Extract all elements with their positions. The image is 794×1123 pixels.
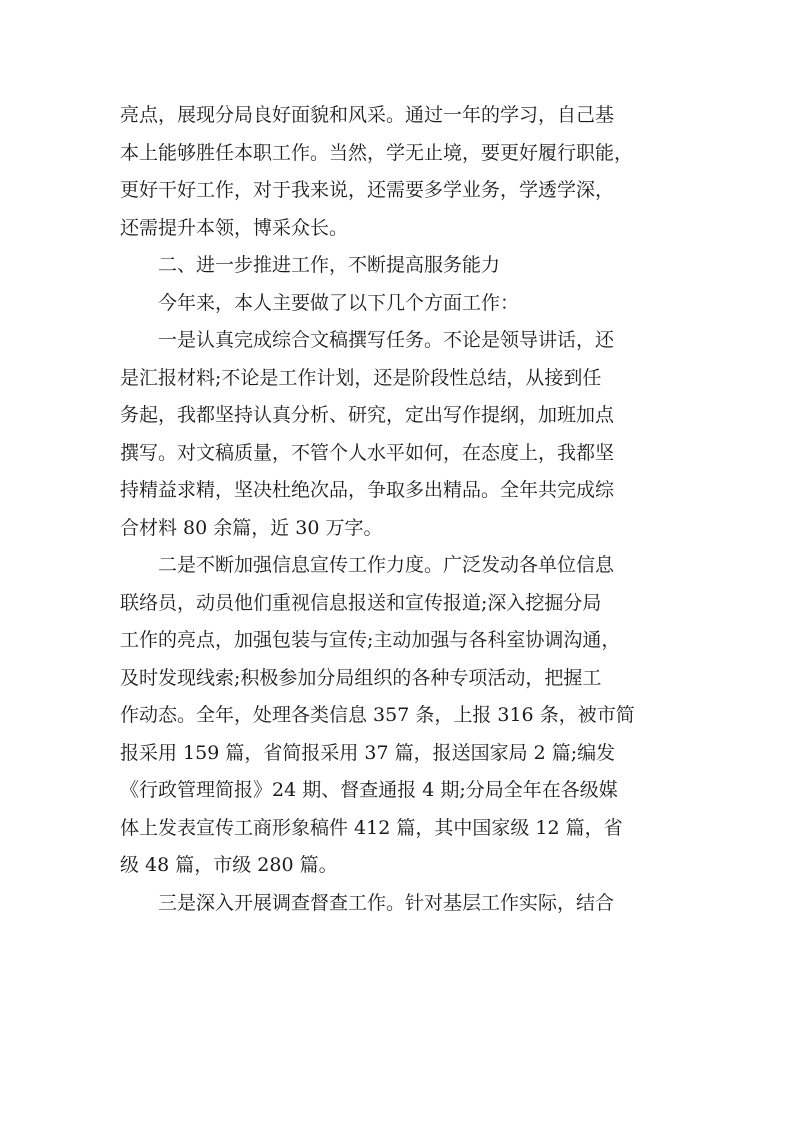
text-line: 及时发现线索;积极参加分局组织的各种专项活动，把握工 xyxy=(120,666,602,689)
text-line: 报采用 159 篇，省简报采用 37 篇，报送国家局 2 篇;编发 xyxy=(120,741,616,764)
text-line: 更好干好工作，对于我来说，还需要多学业务，学透学深， xyxy=(120,179,615,201)
text-line: 二、进一步推进工作，不断提高服务能力 xyxy=(158,254,501,276)
text-line: 级 48 篇，市级 280 篇。 xyxy=(120,854,338,876)
text-line: 务起，我都坚持认真分析、研究，定出写作提纲，加班加点 xyxy=(120,404,615,426)
text-line: 作动态。全年，处理各类信息 357 条，上报 316 条，被市简 xyxy=(120,704,635,726)
text-line: 本上能够胜任本职工作。当然，学无止境，要更好履行职能， xyxy=(120,141,634,164)
text-line: 撰写。对文稿质量，不管个人水平如何，在态度上，我都坚 xyxy=(120,441,615,464)
text-line: 《行政管理简报》24 期、督查通报 4 期;分局全年在各级媒 xyxy=(120,779,618,801)
text-line: 亮点，展现分局良好面貌和风采。通过一年的学习，自己基 xyxy=(120,104,615,126)
text-line: 一是认真完成综合文稿撰写任务。不论是领导讲话，还 xyxy=(158,329,615,351)
text-line: 联络员，动员他们重视信息报送和宣传报道;深入挖掘分局 xyxy=(120,591,602,614)
text-line: 今年来，本人主要做了以下几个方面工作： xyxy=(158,291,520,314)
text-line: 还需提升本领，博采众长。 xyxy=(120,216,349,239)
text-line: 体上发表宣传工商形象稿件 412 篇，其中国家级 12 篇，省 xyxy=(120,816,623,839)
text-line: 是汇报材料;不论是工作计划，还是阶段性总结，从接到任 xyxy=(120,366,602,389)
text-line: 三是深入开展调查督查工作。针对基层工作实际，结合 xyxy=(158,891,615,914)
text-line: 持精益求精，坚决杜绝次品，争取多出精品。全年共完成综 xyxy=(120,479,615,501)
body-text xyxy=(120,97,680,922)
text-line: 合材料 80 余篇，近 30 万字。 xyxy=(120,516,383,539)
text-line: 二是不断加强信息宣传工作力度。广泛发动各单位信息 xyxy=(158,554,615,576)
text-line: 工作的亮点，加强包装与宣传;主动加强与各科室协调沟通， xyxy=(120,629,621,651)
